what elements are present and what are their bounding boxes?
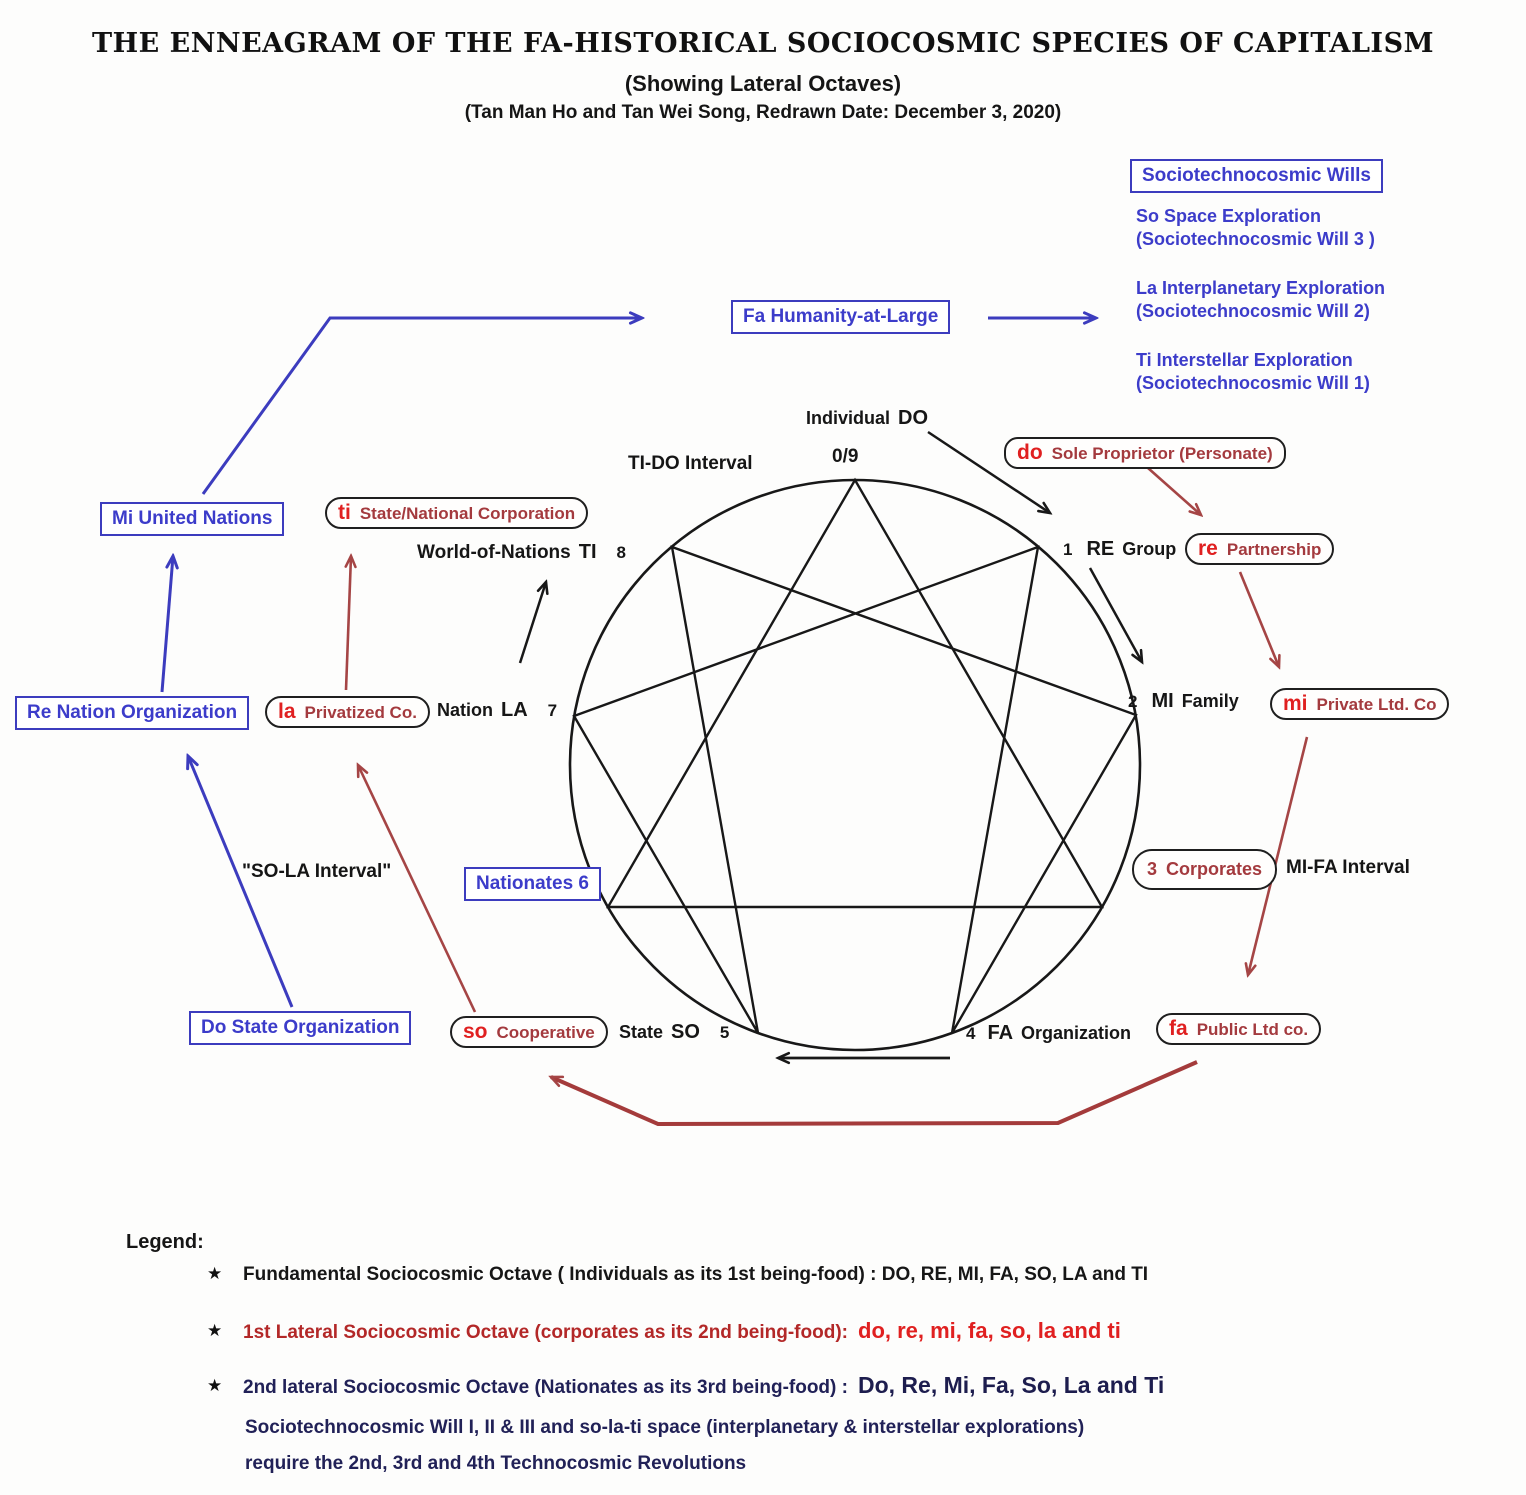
fa-public-ltd-box (1156, 1013, 1321, 1045)
enneagram-triangle-9-3-6 (608, 480, 1102, 907)
point-5-state-so-label (619, 1021, 729, 1044)
so-la-interval-label: "SO-LA Interval" (242, 861, 392, 882)
mi-united-nations-box: Mi United Nations (100, 502, 284, 536)
ti-do-interval-label: TI-DO Interval (628, 453, 753, 474)
re-syllable: re (1198, 537, 1218, 560)
arrow-fa-to-so (551, 1062, 1197, 1124)
legend-line-2-notes: do, re, mi, fa, so, la and ti (858, 1318, 1121, 1343)
sociotechnocosmic-wills-header: Sociotechnocosmic Wills (1130, 159, 1383, 193)
point-8-number: 8 (616, 543, 626, 562)
legend-line-2 (243, 1318, 1121, 1344)
point-5-word: State (619, 1022, 664, 1042)
mi-fa-interval-label: MI-FA Interval (1286, 857, 1410, 878)
fa-humanity-at-large-box: Fa Humanity-at-Large (731, 300, 950, 334)
point-0-individual-do-label (806, 407, 928, 430)
point-8-world-of-nations-ti-label (417, 541, 626, 564)
point-5-solfege: SO (671, 1021, 700, 1043)
point-1-re-group-label (1063, 538, 1176, 561)
wills-item-ti (1136, 349, 1370, 395)
corporates-3-box (1132, 849, 1277, 890)
wills-item-la (1136, 277, 1385, 323)
arrow-mi-united-nations-to-fa-humanity (203, 318, 642, 494)
wills-item-ti-line2: (Sociotechnocosmic Will 1) (1136, 373, 1370, 393)
page-title: THE ENNEAGRAM OF THE FA-HISTORICAL SOCIOCOSMIC SPECIES OF CAPITALISM (92, 28, 1434, 59)
arrow-nation-la-to-world-of-nations-ti (520, 582, 546, 663)
legend-line-4: Sociotechnocosmic Will I, II & III and so-la-ti space (interplanetary & interstellar explorations) (245, 1417, 1085, 1438)
point-5-number: 5 (719, 1023, 730, 1042)
nationates-6-box: Nationates 6 (464, 867, 601, 901)
wills-item-ti-line1: Ti Interstellar Exploration (1136, 350, 1353, 370)
point-7-number: 7 (547, 701, 558, 720)
legend-line-3 (243, 1372, 1164, 1399)
la-privatized-box (265, 696, 430, 728)
point-4-solfege: FA (987, 1022, 1014, 1044)
star-bullet-icon: ★ (207, 1376, 223, 1395)
ti-state-national-corporation-box (325, 497, 588, 529)
point-1-number: 1 (1063, 540, 1073, 559)
point-2-word: Family (1181, 691, 1239, 711)
point-8-word: World-of-Nations (417, 542, 571, 563)
legend-line-1: Fundamental Sociocosmic Octave ( Individuals as its 1st being-food) : DO, RE, MI, FA, SO, LA and TI (243, 1264, 1149, 1285)
fa-syllable: fa (1169, 1017, 1188, 1040)
legend-line-2-label: 1st Lateral Sociocosmic Octave (corporates as its 2nd being-food): (243, 1322, 848, 1343)
wills-item-so (1136, 205, 1375, 251)
do-state-organization-box: Do State Organization (189, 1011, 411, 1045)
point-4-fa-organization-label (966, 1022, 1131, 1045)
point-2-solfege: MI (1151, 690, 1174, 712)
star-bullet-icon: ★ (207, 1264, 223, 1283)
page-byline: (Tan Man Ho and Tan Wei Song, Redrawn Date: December 3, 2020) (464, 102, 1062, 123)
legend-line-3-notes: Do, Re, Mi, Fa, So, La and Ti (857, 1372, 1165, 1398)
la-syllable: la (278, 700, 296, 723)
corporates-number: 3 (1147, 859, 1158, 879)
point-2-mi-family-label (1128, 690, 1239, 713)
enneagram-hexad-1-4-2-8-5-7 (574, 547, 1136, 1033)
fa-label: Public Ltd co. (1196, 1020, 1309, 1039)
point-1-solfege: RE (1086, 538, 1115, 560)
corporates-label: Corporates (1166, 859, 1263, 879)
legend-line-5: require the 2nd, 3rd and 4th Technocosmic Revolutions (245, 1453, 747, 1474)
star-bullet-icon: ★ (207, 1321, 223, 1340)
point-1-word: Group (1122, 539, 1177, 559)
point-4-word: Organization (1021, 1023, 1132, 1043)
la-label: Privatized Co. (304, 703, 417, 722)
so-syllable: so (463, 1020, 488, 1043)
do-sole-proprietor-box (1004, 437, 1286, 469)
page-subtitle: (Showing Lateral Octaves) (624, 71, 902, 96)
wills-item-la-line2: (Sociotechnocosmic Will 2) (1136, 301, 1370, 321)
arrow-so-to-la (358, 765, 475, 1012)
arrow-re-nation-to-mi-united-nations (162, 556, 173, 692)
arrow-re-to-mi (1240, 572, 1279, 667)
wills-item-la-line1: La Interplanetary Exploration (1136, 278, 1386, 298)
wills-item-so-line2: (Sociotechnocosmic Will 3 ) (1136, 229, 1375, 249)
point-7-nation-la-label (437, 699, 557, 722)
point-8-solfege: TI (578, 541, 597, 563)
so-cooperative-box (450, 1016, 608, 1048)
legend-line-3-label: 2nd lateral Sociocosmic Octave (Nationates as its 3rd being-food) : (243, 1377, 848, 1398)
point-0-solfege: DO (898, 407, 929, 429)
do-syllable: do (1017, 441, 1043, 464)
re-nation-organization-box: Re Nation Organization (15, 696, 249, 730)
re-label: Partnership (1226, 540, 1322, 559)
legend-heading: Legend: (126, 1231, 204, 1253)
point-7-word: Nation (437, 700, 493, 720)
enneagram-circle (570, 480, 1140, 1050)
arrow-do-to-re (1148, 468, 1201, 515)
point-4-number: 4 (966, 1024, 976, 1043)
point-0-number: 0/9 (832, 446, 859, 467)
arrow-la-to-ti (346, 556, 351, 690)
point-2-number: 2 (1128, 692, 1138, 711)
wills-item-so-line1: So Space Exploration (1136, 206, 1322, 226)
mi-syllable: mi (1283, 692, 1308, 715)
so-label: Cooperative (496, 1023, 595, 1042)
point-7-solfege: LA (501, 699, 528, 721)
ti-label: State/National Corporation (359, 504, 576, 523)
point-0-word: Individual (806, 408, 891, 428)
re-partnership-box (1185, 533, 1334, 565)
ti-syllable: ti (338, 501, 351, 524)
mi-private-ltd-box (1270, 688, 1449, 720)
do-label: Sole Proprietor (Personate) (1051, 444, 1273, 463)
mi-label: Private Ltd. Co (1316, 695, 1437, 714)
